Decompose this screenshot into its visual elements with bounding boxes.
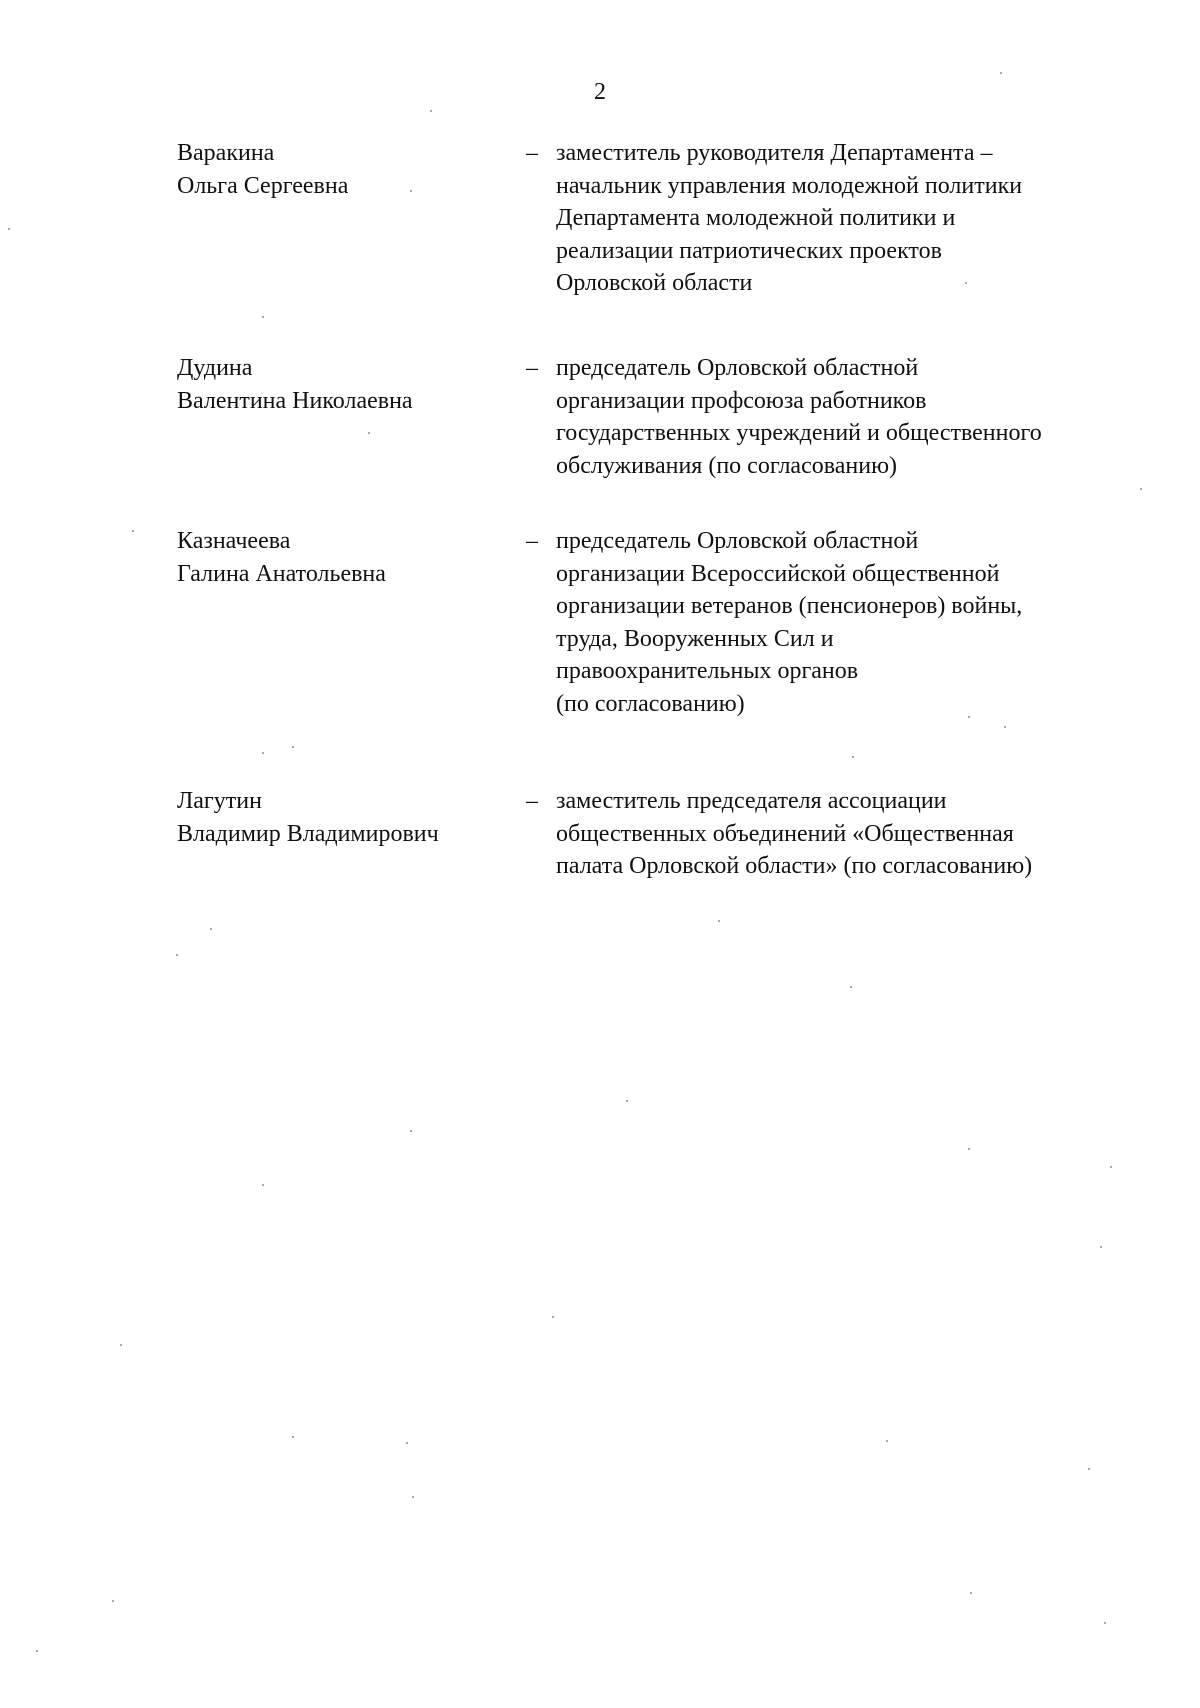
- scan-speck: [410, 1130, 412, 1132]
- scan-speck: [968, 1148, 970, 1150]
- scan-speck: [210, 928, 212, 930]
- position-line: палата Орловской области» (по согласованию): [556, 853, 1033, 879]
- separator-dash: –: [526, 788, 538, 814]
- scan-speck: [1088, 1468, 1090, 1470]
- scan-speck: [886, 1440, 888, 1442]
- separator-dash: –: [526, 528, 538, 554]
- scan-speck: [36, 1650, 38, 1652]
- member-name: [177, 352, 507, 417]
- position-line: организации Всероссийской общественной: [556, 560, 1000, 587]
- scan-speck: [1004, 726, 1006, 728]
- scan-speck: [412, 1496, 414, 1498]
- position-line: заместитель председателя ассоциации: [556, 788, 947, 814]
- member-name: [177, 785, 507, 850]
- scan-speck: [626, 1100, 628, 1102]
- member-surname: Дудина: [177, 355, 253, 381]
- scan-speck: [1140, 488, 1142, 490]
- scan-speck: [1110, 1166, 1112, 1168]
- member-surname: Варакина: [177, 140, 275, 166]
- member-position: [556, 352, 1156, 482]
- member-position: [556, 137, 1156, 300]
- scan-speck: [368, 432, 370, 434]
- scan-speck: [430, 110, 432, 112]
- position-line: организации ветеранов (пенсионеров) войны,: [556, 593, 1023, 619]
- position-line: труда, Вооруженных Сил и: [556, 625, 834, 652]
- position-line: начальник управления молодежной политики: [556, 172, 1023, 199]
- member-given-names: Валентина Николаевна: [177, 387, 413, 414]
- position-line: правоохранительных органов: [556, 658, 859, 684]
- scan-speck: [968, 716, 970, 718]
- position-line: государственных учреждений и общественного: [556, 420, 1042, 446]
- position-line: Департамента молодежной политики и: [556, 205, 956, 231]
- position-line: (по согласованию): [556, 690, 745, 717]
- scan-speck: [1000, 72, 1002, 74]
- position-line: общественных объединений «Общественная: [556, 820, 1014, 847]
- scan-speck: [112, 1600, 114, 1602]
- page-number: 2: [594, 79, 606, 105]
- member-surname: Лагутин: [177, 788, 262, 814]
- position-line: реализации патриотических проектов: [556, 237, 942, 264]
- scan-speck: [292, 1436, 294, 1438]
- scan-speck: [850, 986, 852, 988]
- scan-speck: [970, 1592, 972, 1594]
- member-position: [556, 785, 1156, 883]
- member-given-names: Галина Анатольевна: [177, 560, 386, 587]
- position-line: Орловской области: [556, 270, 753, 296]
- member-given-names: Владимир Владимирович: [177, 820, 439, 847]
- separator-dash: –: [526, 140, 538, 166]
- member-name: [177, 137, 507, 202]
- scan-speck: [965, 282, 967, 284]
- position-line: председатель Орловской областной: [556, 355, 919, 381]
- position-line: заместитель руководителя Департамента –: [556, 140, 993, 166]
- member-position: [556, 525, 1156, 720]
- position-line: обслуживания (по согласованию): [556, 452, 898, 479]
- scan-speck: [410, 190, 412, 192]
- scan-speck: [120, 1344, 122, 1346]
- scan-speck: [176, 954, 178, 956]
- scan-speck: [718, 920, 720, 922]
- scan-speck: [552, 1316, 554, 1318]
- member-given-names: Ольга Сергеевна: [177, 172, 349, 199]
- scan-speck: [1100, 1246, 1102, 1248]
- scan-speck: [8, 228, 10, 230]
- member-name: [177, 525, 507, 590]
- scan-speck: [1104, 1622, 1106, 1624]
- scan-speck: [852, 756, 854, 758]
- member-surname: Казначеева: [177, 528, 291, 554]
- position-line: председатель Орловской областной: [556, 528, 919, 554]
- separator-dash: –: [526, 355, 538, 381]
- scan-speck: [262, 1184, 264, 1186]
- scan-speck: [262, 752, 264, 754]
- scan-speck: [132, 530, 134, 532]
- position-line: организации профсоюза работников: [556, 387, 927, 414]
- scan-speck: [406, 1442, 408, 1444]
- scan-speck: [262, 316, 264, 318]
- scan-speck: [292, 746, 294, 748]
